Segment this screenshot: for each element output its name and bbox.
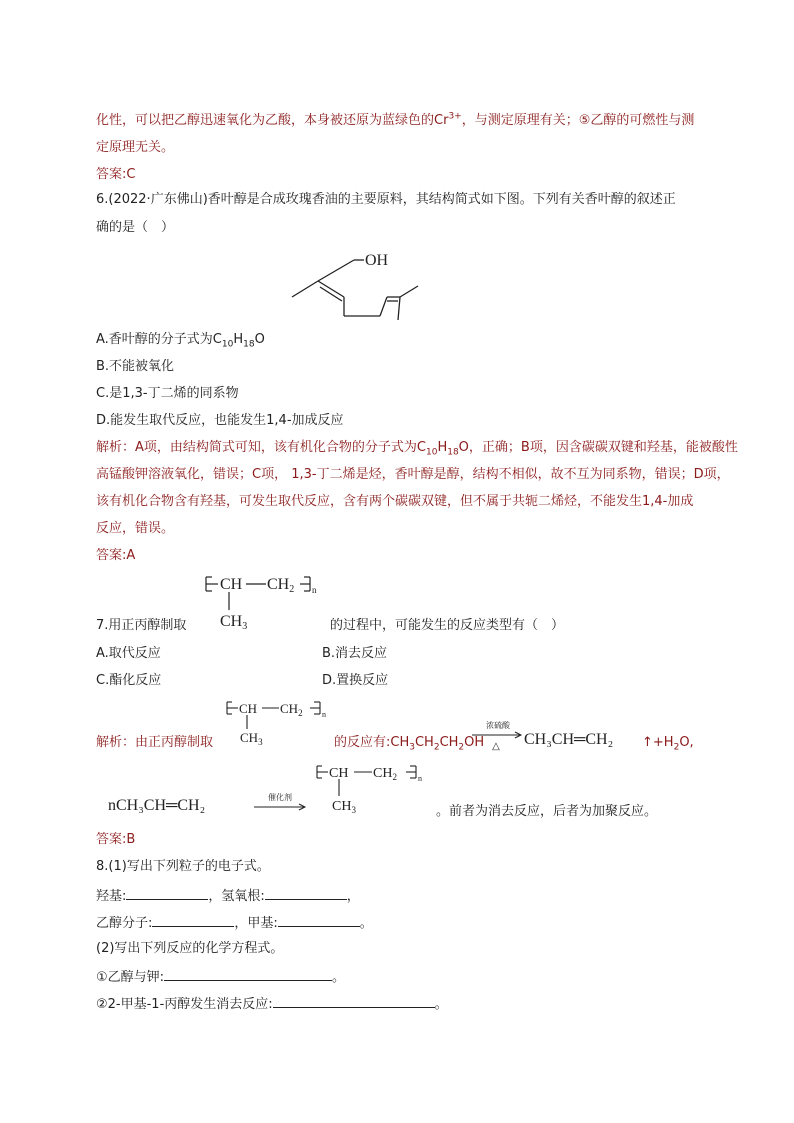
q8-part1: 8.(1)写出下列粒子的电子式。 [96,859,270,874]
polypropylene-structure-1 [200,568,320,638]
propene-product: CH₃CH═CH₂ [524,731,614,748]
q6-option-c[interactable]: C.是1,3-丁二烯的同系物 [96,386,239,401]
q6-option-a[interactable]: A.香叶醇的分子式为$C_{10}H_{18}O$ [96,332,265,350]
q7-analysis-pre: 解析：由正丙醇制取 [96,735,214,750]
propene-reactant: nCH₃CH═CH₂ [108,797,206,814]
q7-stem-post: 的过程中，可能发生的反应类型有（ ） [330,618,565,633]
q7-option-c[interactable]: C.酯化反应 [96,673,162,688]
svg-text:CH: CH [329,766,349,781]
svg-text:CH3: $CH_3$ [332,799,356,815]
svg-text:CH: CH [220,576,243,593]
q7-stem-pre: 7.用正丙醇制取 [96,618,187,633]
gas-arrow-icon: ↑ [642,735,653,750]
oh-label: OH [365,252,389,269]
svg-text:△: △ [492,741,500,752]
q8-line-hydroxyl: 羟基: ，氢氧根: ， [96,885,360,907]
polypropylene-structure-3 [312,760,432,820]
svg-text:浓硫酸: 浓硫酸 [486,721,510,730]
q6-analysis-line1: 解析：A项，由结构简式可知，该有机化合物的分子式为$C_{10}H_{18}O$，正确；B项，因含碳碳双键和羟基，能被酸性 [96,440,738,458]
q8-part2: (2)写出下列反应的化学方程式。 [96,941,284,956]
polypropylene-structure-2 [222,696,332,751]
svg-text:CH: CH [239,701,258,716]
q6-answer: 答案:A [96,548,136,563]
geraniol-structure [282,244,422,329]
q6-stem-line1: 6.(2022·广东佛山)香叶醇是合成玫瑰香油的主要原料，其结构简式如下图。下列有关香叶醇的叙述正 [96,192,676,207]
q8-line-ethanol: 乙醇分子: ，甲基: 。 [96,912,373,934]
q6-analysis-line3: 该有机化合物含有羟基，可发生取代反应，含有两个碳碳双键，但不属于共轭二烯烃，不能发生1,4-加成 [96,494,694,509]
q5-analysis-line2: 定原理无关。 [96,140,175,155]
q6-stem-line2: 确的是（ ） [96,220,175,235]
svg-text:CH2: CH2 [267,576,295,595]
reaction-arrow-1 [470,718,526,752]
reaction-arrow-2 [252,790,312,816]
svg-text:n: n [418,774,422,783]
q6-analysis-line4: 反应，错误。 [96,521,175,536]
methyl-blank[interactable] [278,912,360,927]
q6-option-d[interactable]: D.能发生取代反应，也能发生1,4-加成反应 [96,413,344,428]
q7-option-a[interactable]: A.取代反应 [96,646,161,661]
q6-analysis-line2: 高锰酸钾溶液氧化，错误；C项， 1,3-丁二烯是烃，香叶醇是醇，结构不相似，故不互为同系物，错误；D项， [96,467,730,482]
q5-analysis-line1: 化性，可以把乙醇迅速氧化为乙酸，本身被还原为蓝绿色的$Cr^{3+}$，与测定原理有关；⑤乙醇的可燃性与测 [96,111,695,128]
ethanol-blank[interactable] [152,912,234,927]
q7-conclusion: 。前者为消去反应，后者为加聚反应。 [436,804,658,819]
hydroxyl-blank[interactable] [126,885,208,900]
svg-text:CH3: $CH_3$ [240,730,263,747]
eq2-blank[interactable] [273,993,435,1008]
svg-text:催化剂: 催化剂 [268,793,292,802]
eq1-blank[interactable] [164,966,332,981]
svg-text:CH2: $CH_2$ [373,766,397,782]
water-byproduct: $↑+H_2O$, [642,735,694,753]
q6-option-b[interactable]: B.不能被氧化 [96,359,175,374]
q8-eq1: ①乙醇与钾: 。 [96,966,345,988]
q8-eq2: ②2-甲基-1-丙醇发生消去反应: 。 [96,993,448,1015]
q5-answer: 答案:C [96,167,136,182]
svg-text:CH3: CH3 [220,613,248,632]
q7-analysis-reactant: 的反应有$:CH_3CH_2CH_2OH$ [334,735,485,753]
svg-text:n: n [312,585,317,595]
q7-option-b[interactable]: B.消去反应 [322,646,388,661]
q7-option-d[interactable]: D.置换反应 [322,673,389,688]
svg-text:CH2: $CH_2$ [280,701,303,718]
q7-answer: 答案:B [96,832,136,847]
hydroxide-blank[interactable] [265,885,347,900]
svg-text:n: n [322,710,326,719]
